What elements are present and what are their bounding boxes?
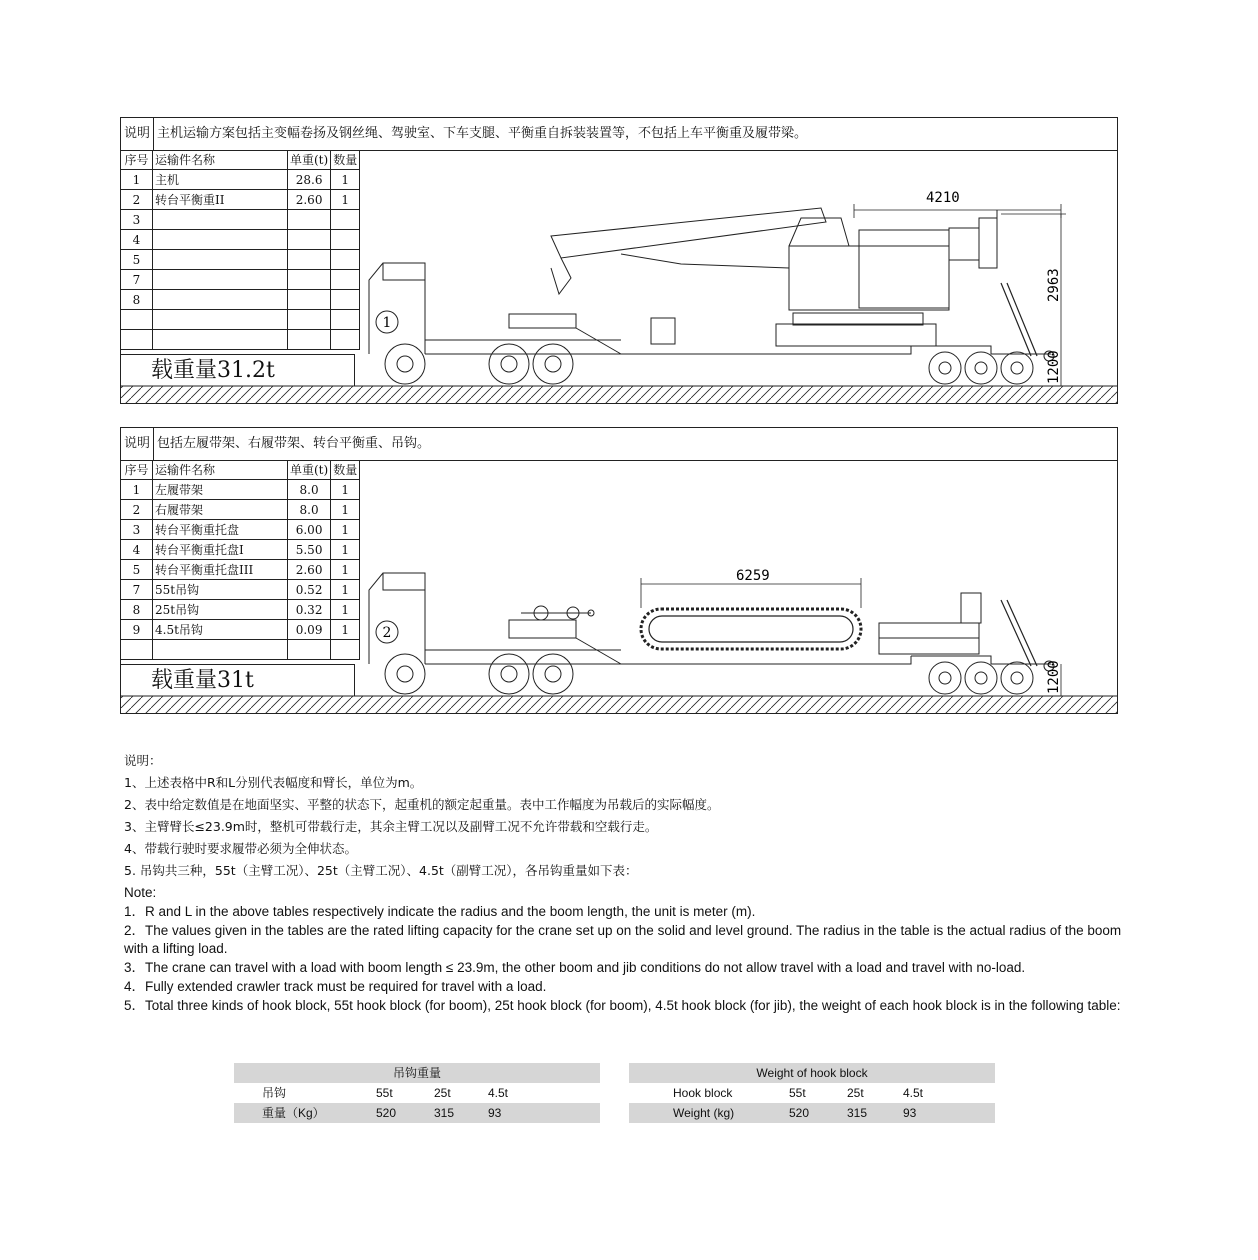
table-row: 9 4.5t吊钩 0.09 1 — [121, 620, 360, 640]
cell: 55t — [376, 1086, 393, 1100]
header-weight: 单重(t) — [288, 150, 331, 170]
notes-en-title: Note: — [124, 885, 157, 900]
table-row: 1 左履带架 8.0 1 — [121, 480, 360, 500]
table-header-row — [121, 460, 360, 480]
cargo-table — [121, 150, 360, 350]
table-row: 8 25t吊钩 0.32 1 — [121, 600, 360, 620]
note-text: 包括左履带架、右履带架、转台平衡重、吊钩。 — [157, 436, 431, 451]
notes-en — [124, 884, 1124, 1016]
panel-note — [121, 118, 1117, 151]
header-qty: 数量 — [331, 150, 360, 170]
notes-en-item: 3．The crane can travel with a load with boom length ≤ 23.9m, the other boom and jib conditions do not allow travel with a load and travel with no-load. — [124, 960, 1026, 976]
table-row — [629, 1083, 995, 1103]
table-row: 7 55t吊钩 0.52 1 — [121, 580, 360, 600]
hook-table-title-row — [234, 1063, 600, 1083]
header-name: 运输件名称 — [153, 460, 288, 480]
header-no: 序号 — [121, 460, 153, 480]
ground-hatch — [121, 696, 1117, 713]
table-row: 7 — [121, 270, 360, 290]
notes-en-item: 4．Fully extended crawler track must be required for travel with a load. — [124, 978, 547, 994]
cell: Hook block — [673, 1086, 733, 1100]
table-row: 1 主机 28.6 1 — [121, 170, 360, 190]
table-row — [121, 640, 360, 660]
notes-cn-title: 说明： — [124, 753, 162, 768]
note-label: 说明 — [121, 118, 154, 150]
cell: 93 — [903, 1106, 917, 1120]
cargo-table — [121, 460, 360, 660]
truck-wheels — [385, 654, 1054, 694]
cell: 520 — [376, 1106, 397, 1120]
truck-cab — [369, 573, 1051, 666]
hook-blocks — [521, 606, 594, 620]
dimension-length-label: 4210 — [926, 190, 960, 206]
cell: 25t — [434, 1086, 451, 1100]
table-row — [234, 1083, 600, 1103]
cell: 4.5t — [488, 1086, 509, 1100]
table-row — [629, 1103, 995, 1123]
notes-cn-item: 3、主臂臂长≤23.9m时，整机可带载行走，其余主臂工况以及副臂工况不允许带载和空载行走。 — [124, 819, 658, 834]
notes-cn-item: 5. 吊钩共三种，55t（主臂工况）、25t（主臂工况）、4.5t（副臂工况），各吊钩重量如下表： — [124, 863, 638, 878]
table-row: 5 转台平衡重托盘III 2.60 1 — [121, 560, 360, 580]
truck-wheels — [385, 344, 1054, 384]
table-row: 4 转台平衡重托盘I 5.50 1 — [121, 540, 360, 560]
dimension-deck-label: 1200 — [1046, 660, 1062, 694]
table-row: 3 转台平衡重托盘 6.00 1 — [121, 520, 360, 540]
note-label: 说明 — [121, 428, 154, 460]
transport-panel-1 — [120, 117, 1118, 404]
header-no: 序号 — [121, 150, 153, 170]
notes-cn-item: 4、带载行驶时要求履带必须为全伸状态。 — [124, 841, 357, 856]
cell: 315 — [847, 1106, 868, 1120]
hook-weight-table-en — [629, 1063, 995, 1123]
table-row — [121, 310, 360, 330]
cell: 93 — [488, 1106, 502, 1120]
table-row — [234, 1103, 600, 1123]
cell: 4.5t — [903, 1086, 924, 1100]
cell: 25t — [847, 1086, 864, 1100]
notes-en-item: 2．The values given in the tables are the rated lifting capacity for the crane set up on the solid and level ground. The radius in the table is the actual radius of the boom with a lifting load. — [124, 922, 1122, 957]
ground-hatch — [121, 386, 1117, 403]
table-row — [121, 330, 360, 350]
table-row: 5 — [121, 250, 360, 270]
cell: 55t — [789, 1086, 806, 1100]
table-row: 2 右履带架 8.0 1 — [121, 500, 360, 520]
cell: Weight (kg) — [673, 1106, 735, 1120]
truck-cab — [369, 263, 911, 354]
notes-cn-item: 2、表中给定数值是在地面坚实、平整的状态下，起重机的额定起重量。表中工作幅度为吊载后的实际幅度。 — [124, 797, 720, 812]
table-row: 3 — [121, 210, 360, 230]
dimension-height-label: 2963 — [1046, 268, 1062, 302]
hook-table-title: Weight of hook block — [756, 1066, 868, 1080]
notes-en-item: 5．Total three kinds of hook block, 55t hook block (for boom), 25t hook block (for boom), 4.5t hook block (for jib), the weight of each hook block is in the following table: — [124, 997, 1121, 1013]
table-row: 2 转台平衡重II 2.60 1 — [121, 190, 360, 210]
transport-panel-2 — [120, 427, 1118, 714]
notes-cn — [124, 750, 719, 882]
header-qty: 数量 — [331, 460, 360, 480]
counterweight-stack — [879, 593, 981, 654]
dimension-length-label: 6259 — [736, 568, 770, 584]
crane-body — [551, 208, 997, 346]
table-header-row — [121, 150, 360, 170]
panel-note — [121, 428, 1117, 461]
truck-number: 2 — [382, 625, 392, 641]
notes-en-item: 1．R and L in the above tables respectively indicate the radius and the boom length, the unit is meter (m). — [124, 903, 756, 919]
hook-weight-table-cn — [234, 1063, 600, 1123]
hook-table-title: 吊钩重量 — [392, 1066, 441, 1080]
load-capacity: 载重量31.2t — [121, 354, 355, 386]
truck-number: 1 — [382, 315, 392, 331]
cell: 吊钩 — [262, 1086, 287, 1100]
notes-cn-item: 1、上述表格中R和L分别代表幅度和臂长，单位为m。 — [124, 775, 423, 790]
cell: 重量（Kg） — [262, 1106, 325, 1120]
cell: 315 — [434, 1106, 455, 1120]
dimension-length — [854, 204, 1066, 386]
table-row: 4 — [121, 230, 360, 250]
dimension-deck-label: 1200 — [1046, 350, 1062, 384]
cell: 520 — [789, 1106, 810, 1120]
hook-table-title-row — [629, 1063, 995, 1083]
table-row: 8 — [121, 290, 360, 310]
header-weight: 单重(t) — [288, 460, 331, 480]
crawler-track — [641, 609, 861, 649]
note-text: 主机运输方案包括主变幅卷扬及钢丝绳、驾驶室、下车支腿、平衡重自拆装装置等，不包括上车平衡重及履带梁。 — [157, 126, 808, 141]
header-name: 运输件名称 — [153, 150, 288, 170]
load-capacity: 载重量31t — [121, 664, 355, 696]
